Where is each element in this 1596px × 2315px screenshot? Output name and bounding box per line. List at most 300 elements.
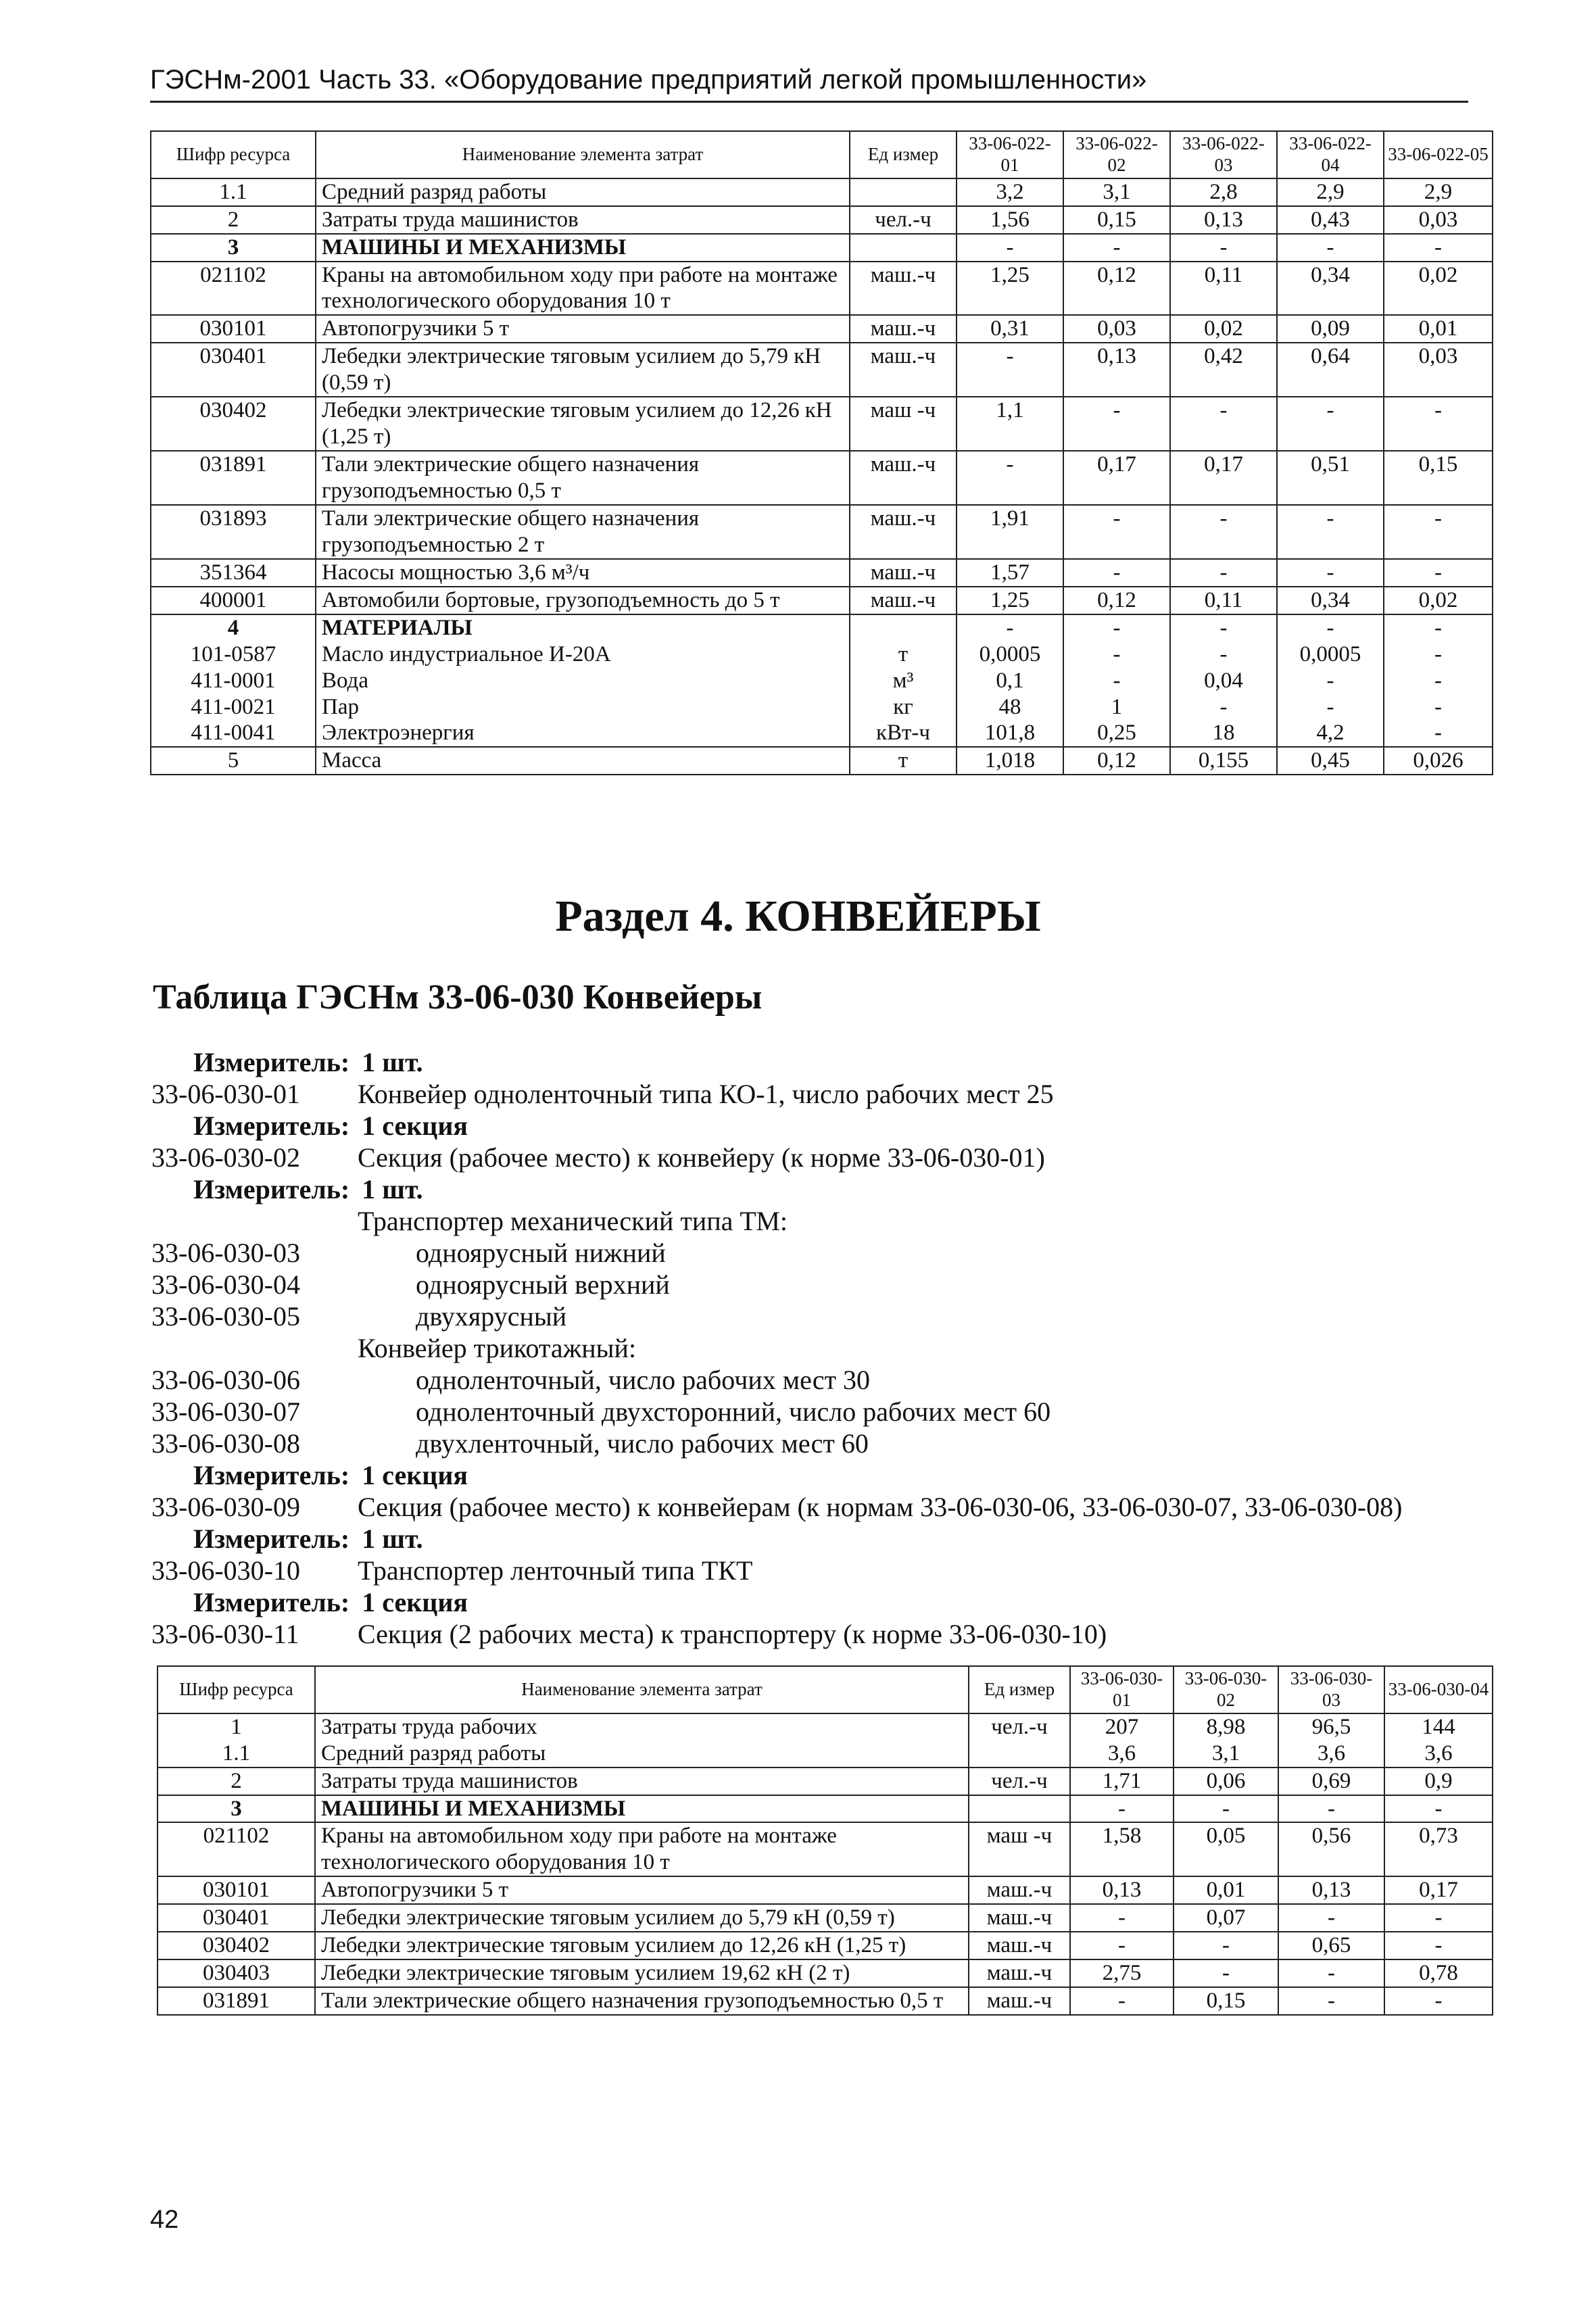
value-cell: - xyxy=(1070,1795,1174,1823)
unit-cell: маш.-ч xyxy=(969,1959,1070,1987)
value-cell: 1,1 xyxy=(957,397,1063,451)
cost-element-cell: Пар xyxy=(316,694,850,721)
value-cell: - xyxy=(1170,694,1277,721)
table-header-row xyxy=(158,1666,1493,1713)
measure-unit-row xyxy=(151,1523,1571,1555)
unit-cell: маш.-ч xyxy=(850,315,957,343)
value-cell: 0,43 xyxy=(1277,206,1384,234)
value-cell: - xyxy=(1384,720,1493,747)
measure-unit xyxy=(151,1459,468,1491)
resource-code-cell: 2 xyxy=(151,206,316,234)
value-cell: - xyxy=(1070,1932,1174,1959)
cost-element-cell: Тали электрические общего назначения грузоподъемностью 0,5 т xyxy=(316,451,850,505)
norm-code xyxy=(151,1205,358,1237)
column-header: 33-06-022-05 xyxy=(1384,131,1493,178)
column-header: Ед измер xyxy=(850,131,957,178)
table-row xyxy=(158,1932,1493,1959)
unit-cell: кВт-ч xyxy=(850,720,957,747)
value-cell: - xyxy=(1063,668,1170,694)
value-cell: 48 xyxy=(957,694,1063,721)
value-cell: 0,01 xyxy=(1174,1876,1278,1904)
table-row xyxy=(158,1987,1493,2015)
value-cell: - xyxy=(1063,559,1170,587)
value-cell: - xyxy=(1384,559,1493,587)
value-cell: 8,98 xyxy=(1174,1713,1278,1740)
section-title: Раздел 4. КОНВЕЙЕРЫ xyxy=(555,892,1041,941)
value-cell: 3,6 xyxy=(1384,1740,1493,1768)
norm-code: 33-06-030-09 xyxy=(151,1492,300,1522)
value-cell: 0,65 xyxy=(1278,1932,1384,1959)
unit-cell: маш -ч xyxy=(850,397,957,451)
value-cell: 96,5 xyxy=(1278,1713,1384,1740)
column-header: Ед измер xyxy=(969,1666,1070,1713)
norm-code: 33-06-030-11 xyxy=(151,1619,299,1649)
value-cell: 0,13 xyxy=(1063,343,1170,397)
value-cell: - xyxy=(1170,614,1277,641)
value-cell: 0,73 xyxy=(1384,1822,1493,1876)
column-header: 33-06-022-01 xyxy=(957,131,1063,178)
value-cell: - xyxy=(1070,1904,1174,1932)
column-header: 33-06-030-03 xyxy=(1278,1666,1384,1713)
value-cell: 0,25 xyxy=(1063,720,1170,747)
resource-code-cell: 3 xyxy=(158,1795,315,1823)
unit-cell: маш.-ч xyxy=(850,451,957,505)
value-cell: 3,1 xyxy=(1063,178,1170,206)
resource-code-cell: 030401 xyxy=(158,1904,315,1932)
value-cell: - xyxy=(1170,397,1277,451)
unit-cell: маш.-ч xyxy=(969,1876,1070,1904)
measure-label: Измеритель: xyxy=(193,1111,350,1141)
value-cell: 0,56 xyxy=(1278,1822,1384,1876)
table-title: Таблица ГЭСНм 33-06-030 Конвейеры xyxy=(153,978,763,1017)
value-cell: 0,9 xyxy=(1384,1768,1493,1795)
unit-cell: т xyxy=(850,747,957,775)
unit-cell: чел.-ч xyxy=(969,1768,1070,1795)
value-cell: - xyxy=(1384,1987,1493,2015)
value-cell: 0,04 xyxy=(1170,668,1277,694)
value-cell: 0,12 xyxy=(1063,587,1170,614)
value-cell: - xyxy=(1174,1795,1278,1823)
measure-unit xyxy=(151,1110,468,1142)
column-header: 33-06-030-01 xyxy=(1070,1666,1174,1713)
table-header-row xyxy=(151,131,1493,178)
value-cell: 0,12 xyxy=(1063,262,1170,316)
measure-value: 1 секция xyxy=(362,1460,468,1490)
measure-label: Измеритель: xyxy=(193,1047,350,1077)
measure-label: Измеритель: xyxy=(193,1460,350,1490)
norm-subitem-text: двухярусный xyxy=(416,1301,567,1332)
unit-cell xyxy=(850,614,957,641)
value-cell: 4,2 xyxy=(1277,720,1384,747)
value-cell: - xyxy=(1384,668,1493,694)
value-cell: - xyxy=(1174,1959,1278,1987)
cost-element-cell: Затраты труда машинистов xyxy=(316,206,850,234)
value-cell: - xyxy=(1277,694,1384,721)
value-cell: 2,9 xyxy=(1384,178,1493,206)
unit-cell: маш.-ч xyxy=(969,1987,1070,2015)
norm-item xyxy=(151,1491,1571,1523)
value-cell: - xyxy=(1170,559,1277,587)
unit-cell: м³ xyxy=(850,668,957,694)
value-cell: 0,45 xyxy=(1277,747,1384,775)
value-cell: 0,17 xyxy=(1063,451,1170,505)
measure-value: 1 шт. xyxy=(362,1524,423,1554)
norm-item-text: Секция (рабочее место) к конвейеру (к норме 33-06-030-01) xyxy=(358,1142,1045,1173)
norm-code: 33-06-030-08 xyxy=(151,1428,300,1459)
cost-element-cell: Масло индустриальное И-20А xyxy=(316,641,850,668)
value-cell: - xyxy=(1384,1904,1493,1932)
value-cell: 0,07 xyxy=(1174,1904,1278,1932)
value-cell: - xyxy=(1384,397,1493,451)
value-cell: 1,91 xyxy=(957,505,1063,559)
table-row xyxy=(151,206,1493,234)
table-row xyxy=(158,1876,1493,1904)
measure-unit-row xyxy=(151,1173,1571,1205)
value-cell: 0,03 xyxy=(1063,315,1170,343)
cost-element-cell: МАШИНЫ И МЕХАНИЗМЫ xyxy=(315,1795,969,1823)
page-number: 42 xyxy=(150,2206,179,2234)
column-header: 33-06-030-02 xyxy=(1174,1666,1278,1713)
norm-item xyxy=(151,1396,1571,1428)
value-cell: - xyxy=(1063,234,1170,262)
value-cell: 0,05 xyxy=(1174,1822,1278,1876)
value-cell: - xyxy=(1278,1904,1384,1932)
value-cell: 0,03 xyxy=(1384,206,1493,234)
value-cell: 0,01 xyxy=(1384,315,1493,343)
value-cell: 0,11 xyxy=(1170,587,1277,614)
unit-cell: чел.-ч xyxy=(850,206,957,234)
value-cell: - xyxy=(1384,641,1493,668)
value-cell: 0,17 xyxy=(1384,1876,1493,1904)
cost-element-cell: Средний разряд работы xyxy=(316,178,850,206)
unit-cell: чел.-ч xyxy=(969,1713,1070,1740)
unit-cell: маш.-ч xyxy=(850,262,957,316)
value-cell: 3,1 xyxy=(1174,1740,1278,1768)
value-cell: - xyxy=(1170,505,1277,559)
value-cell: 1,71 xyxy=(1070,1768,1174,1795)
cost-element-cell: Лебедки электрические тяговым усилием до 5,79 кН (0,59 т) xyxy=(316,343,850,397)
column-header: 33-06-030-04 xyxy=(1384,1666,1493,1713)
resource-code-cell: 1.1 xyxy=(158,1740,315,1768)
value-cell: 0,15 xyxy=(1063,206,1170,234)
value-cell: 1,58 xyxy=(1070,1822,1174,1876)
table-row xyxy=(151,451,1493,505)
value-cell: - xyxy=(1170,234,1277,262)
resource-code-cell: 1 xyxy=(158,1713,315,1740)
table-row xyxy=(151,694,1493,721)
resource-code-cell: 021102 xyxy=(158,1822,315,1876)
norm-item-text: Транспортер механический типа ТМ: xyxy=(358,1206,788,1236)
value-cell: 0,15 xyxy=(1174,1987,1278,2015)
unit-cell: маш.-ч xyxy=(850,587,957,614)
norm-item xyxy=(151,1078,1571,1110)
resource-code-cell: 5 xyxy=(151,747,316,775)
value-cell: 0,42 xyxy=(1170,343,1277,397)
cost-element-cell: Насосы мощностью 3,6 м³/ч xyxy=(316,559,850,587)
table-row xyxy=(151,668,1493,694)
value-cell: 101,8 xyxy=(957,720,1063,747)
value-cell: 0,0005 xyxy=(957,641,1063,668)
value-cell: 0,1 xyxy=(957,668,1063,694)
value-cell: 0,51 xyxy=(1277,451,1384,505)
resource-code-cell: 411-0001 xyxy=(151,668,316,694)
table-row xyxy=(151,178,1493,206)
column-header: Наименование элемента затрат xyxy=(315,1666,969,1713)
value-cell: 1,018 xyxy=(957,747,1063,775)
value-cell: - xyxy=(1278,1959,1384,1987)
unit-cell: маш -ч xyxy=(969,1822,1070,1876)
value-cell: - xyxy=(1277,234,1384,262)
value-cell: 1,25 xyxy=(957,587,1063,614)
norm-code: 33-06-030-07 xyxy=(151,1396,300,1427)
unit-cell xyxy=(969,1795,1070,1823)
norm-item-list xyxy=(151,1046,1571,1650)
norm-code: 33-06-030-02 xyxy=(151,1142,300,1173)
cost-element-cell: Затраты труда машинистов xyxy=(315,1768,969,1795)
table-row xyxy=(158,1713,1493,1740)
norm-item xyxy=(151,1300,1571,1332)
value-cell: - xyxy=(1070,1987,1174,2015)
value-cell: - xyxy=(957,451,1063,505)
value-cell: 2,75 xyxy=(1070,1959,1174,1987)
value-cell: 3,6 xyxy=(1070,1740,1174,1768)
value-cell: - xyxy=(1278,1795,1384,1823)
column-header: 33-06-022-04 xyxy=(1277,131,1384,178)
norm-code: 33-06-030-10 xyxy=(151,1555,300,1586)
unit-cell: маш.-ч xyxy=(850,505,957,559)
value-cell: 0,02 xyxy=(1384,262,1493,316)
norm-item xyxy=(151,1237,1571,1269)
norm-code: 33-06-030-06 xyxy=(151,1365,300,1395)
table-row xyxy=(151,397,1493,451)
value-cell: 0,17 xyxy=(1170,451,1277,505)
measure-label: Измеритель: xyxy=(193,1174,350,1204)
value-cell: - xyxy=(1277,505,1384,559)
value-cell: 18 xyxy=(1170,720,1277,747)
cost-element-cell: Тали электрические общего назначения грузоподъемностью 0,5 т xyxy=(315,1987,969,2015)
value-cell: 0,69 xyxy=(1278,1768,1384,1795)
value-cell: 0,02 xyxy=(1384,587,1493,614)
table-row xyxy=(151,343,1493,397)
resource-code-cell: 031893 xyxy=(151,505,316,559)
table-row xyxy=(151,614,1493,641)
resource-code-cell: 030403 xyxy=(158,1959,315,1987)
cost-element-cell: МАТЕРИАЛЫ xyxy=(316,614,850,641)
value-cell: 0,64 xyxy=(1277,343,1384,397)
value-cell: 0,13 xyxy=(1070,1876,1174,1904)
cost-element-cell: Лебедки электрические тяговым усилием до 5,79 кН (0,59 т) xyxy=(315,1904,969,1932)
value-cell: - xyxy=(1063,505,1170,559)
norm-item xyxy=(151,1142,1571,1173)
cost-element-cell: МАШИНЫ И МЕХАНИЗМЫ xyxy=(316,234,850,262)
measure-unit-row xyxy=(151,1046,1571,1078)
value-cell: - xyxy=(1170,641,1277,668)
cost-element-cell: Краны на автомобильном ходу при работе на монтаже технологического оборудования 10 т xyxy=(315,1822,969,1876)
table-row xyxy=(158,1822,1493,1876)
cost-element-cell: Средний разряд работы xyxy=(315,1740,969,1768)
value-cell: 2,9 xyxy=(1277,178,1384,206)
resource-table-022 xyxy=(150,130,1493,775)
norm-subitem-text: одноленточный, число рабочих мест 30 xyxy=(416,1365,871,1395)
value-cell: 0,13 xyxy=(1170,206,1277,234)
value-cell: 0,13 xyxy=(1278,1876,1384,1904)
value-cell: - xyxy=(1277,614,1384,641)
table-row xyxy=(151,505,1493,559)
value-cell: - xyxy=(1384,1795,1493,1823)
norm-item-text: Конвейер одноленточный типа КО-1, число рабочих мест 25 xyxy=(358,1079,1054,1109)
value-cell: - xyxy=(1278,1987,1384,2015)
norm-item xyxy=(151,1364,1571,1396)
value-cell: 0,34 xyxy=(1277,587,1384,614)
column-header: Наименование элемента затрат xyxy=(316,131,850,178)
cost-element-cell: Лебедки электрические тяговым усилием до 12,26 кН (1,25 т) xyxy=(316,397,850,451)
unit-cell: маш.-ч xyxy=(850,343,957,397)
value-cell: 0,155 xyxy=(1170,747,1277,775)
norm-subitem-text: одноярусный верхний xyxy=(416,1269,670,1300)
cost-element-cell: Автомобили бортовые, грузоподъемность до 5 т xyxy=(316,587,850,614)
measure-value: 1 шт. xyxy=(362,1047,423,1077)
norm-item xyxy=(151,1205,1571,1237)
value-cell: 0,31 xyxy=(957,315,1063,343)
column-header: Шифр ресурса xyxy=(158,1666,315,1713)
table-row xyxy=(151,587,1493,614)
value-cell: 1 xyxy=(1063,694,1170,721)
resource-code-cell: 1.1 xyxy=(151,178,316,206)
norm-item-text: Конвейер трикотажный: xyxy=(358,1333,637,1363)
measure-unit-row xyxy=(151,1110,1571,1142)
resource-code-cell: 400001 xyxy=(151,587,316,614)
measure-unit xyxy=(151,1173,423,1205)
table-row xyxy=(151,641,1493,668)
value-cell: 0,06 xyxy=(1174,1768,1278,1795)
value-cell: 0,02 xyxy=(1170,315,1277,343)
norm-item xyxy=(151,1269,1571,1300)
resource-code-cell: 031891 xyxy=(158,1987,315,2015)
value-cell: - xyxy=(1384,694,1493,721)
cost-element-cell: Лебедки электрические тяговым усилием до 12,26 кН (1,25 т) xyxy=(315,1932,969,1959)
value-cell: 0,0005 xyxy=(1277,641,1384,668)
value-cell: - xyxy=(957,234,1063,262)
norm-item xyxy=(151,1428,1571,1459)
value-cell: 0,15 xyxy=(1384,451,1493,505)
measure-label: Измеритель: xyxy=(193,1587,350,1617)
measure-unit xyxy=(151,1523,423,1555)
resource-code-cell: 031891 xyxy=(151,451,316,505)
norm-item-text: Транспортер ленточный типа ТКТ xyxy=(358,1555,753,1586)
value-cell: - xyxy=(1384,505,1493,559)
column-header: 33-06-022-03 xyxy=(1170,131,1277,178)
value-cell: 0,12 xyxy=(1063,747,1170,775)
table-row xyxy=(158,1740,1493,1768)
value-cell: - xyxy=(1063,641,1170,668)
norm-item xyxy=(151,1618,1571,1650)
norm-subitem-text: двухленточный, число рабочих мест 60 xyxy=(416,1428,869,1459)
resource-code-cell: 030101 xyxy=(151,315,316,343)
unit-cell: кг xyxy=(850,694,957,721)
table-row xyxy=(158,1959,1493,1987)
value-cell: - xyxy=(1063,397,1170,451)
cost-element-cell: Краны на автомобильном ходу при работе на монтаже технологического оборудования 10 т xyxy=(316,262,850,316)
value-cell: - xyxy=(1174,1932,1278,1959)
value-cell: 0,78 xyxy=(1384,1959,1493,1987)
value-cell: - xyxy=(1384,614,1493,641)
value-cell: 3,2 xyxy=(957,178,1063,206)
value-cell: - xyxy=(1384,1932,1493,1959)
table-row xyxy=(158,1904,1493,1932)
resource-table-030 xyxy=(157,1665,1493,2016)
cost-element-cell: Затраты труда рабочих xyxy=(315,1713,969,1740)
resource-code-cell: 3 xyxy=(151,234,316,262)
unit-cell: маш.-ч xyxy=(969,1932,1070,1959)
value-cell: 0,09 xyxy=(1277,315,1384,343)
norm-item xyxy=(151,1332,1571,1364)
value-cell: 1,56 xyxy=(957,206,1063,234)
resource-code-cell: 101-0587 xyxy=(151,641,316,668)
norm-code: 33-06-030-04 xyxy=(151,1269,300,1300)
value-cell: - xyxy=(1277,668,1384,694)
measure-value: 1 секция xyxy=(362,1587,468,1617)
cost-element-cell: Автопогрузчики 5 т xyxy=(315,1876,969,1904)
cost-element-cell: Автопогрузчики 5 т xyxy=(316,315,850,343)
cost-element-cell: Электроэнергия xyxy=(316,720,850,747)
cost-element-cell: Масса xyxy=(316,747,850,775)
table-row xyxy=(151,747,1493,775)
value-cell: 1,57 xyxy=(957,559,1063,587)
measure-label: Измеритель: xyxy=(193,1524,350,1554)
value-cell: - xyxy=(957,614,1063,641)
column-header: 33-06-022-02 xyxy=(1063,131,1170,178)
value-cell: 207 xyxy=(1070,1713,1174,1740)
resource-code-cell: 351364 xyxy=(151,559,316,587)
value-cell: - xyxy=(1277,559,1384,587)
measure-value: 1 секция xyxy=(362,1111,468,1141)
unit-cell xyxy=(969,1740,1070,1768)
resource-code-cell: 411-0041 xyxy=(151,720,316,747)
value-cell: 144 xyxy=(1384,1713,1493,1740)
table-row xyxy=(151,315,1493,343)
value-cell: 0,11 xyxy=(1170,262,1277,316)
measure-unit xyxy=(151,1046,423,1078)
unit-cell xyxy=(850,178,957,206)
value-cell: 3,6 xyxy=(1278,1740,1384,1768)
unit-cell: маш.-ч xyxy=(850,559,957,587)
value-cell: 0,03 xyxy=(1384,343,1493,397)
unit-cell xyxy=(850,234,957,262)
norm-item-text: Секция (рабочее место) к конвейерам (к нормам 33-06-030-06, 33-06-030-07, 33-06-030-08) xyxy=(358,1492,1403,1522)
unit-cell: т xyxy=(850,641,957,668)
measure-unit-row xyxy=(151,1586,1571,1618)
cost-element-cell: Лебедки электрические тяговым усилием 19,62 кН (2 т) xyxy=(315,1959,969,1987)
value-cell: - xyxy=(1384,234,1493,262)
value-cell: 0,34 xyxy=(1277,262,1384,316)
resource-code-cell: 030402 xyxy=(158,1932,315,1959)
measure-unit xyxy=(151,1586,468,1618)
table-row xyxy=(158,1795,1493,1823)
value-cell: 1,25 xyxy=(957,262,1063,316)
table-row xyxy=(151,559,1493,587)
table-row xyxy=(151,262,1493,316)
norm-code xyxy=(151,1332,358,1364)
norm-code: 33-06-030-05 xyxy=(151,1301,300,1332)
resource-code-cell: 021102 xyxy=(151,262,316,316)
table-row xyxy=(151,234,1493,262)
value-cell: - xyxy=(957,343,1063,397)
norm-code: 33-06-030-01 xyxy=(151,1079,300,1109)
norm-item-text: Секция (2 рабочих места) к транспортеру (к норме 33-06-030-10) xyxy=(358,1619,1107,1649)
cost-element-cell: Тали электрические общего назначения грузоподъемностью 2 т xyxy=(316,505,850,559)
resource-code-cell: 030402 xyxy=(151,397,316,451)
table-row xyxy=(151,720,1493,747)
